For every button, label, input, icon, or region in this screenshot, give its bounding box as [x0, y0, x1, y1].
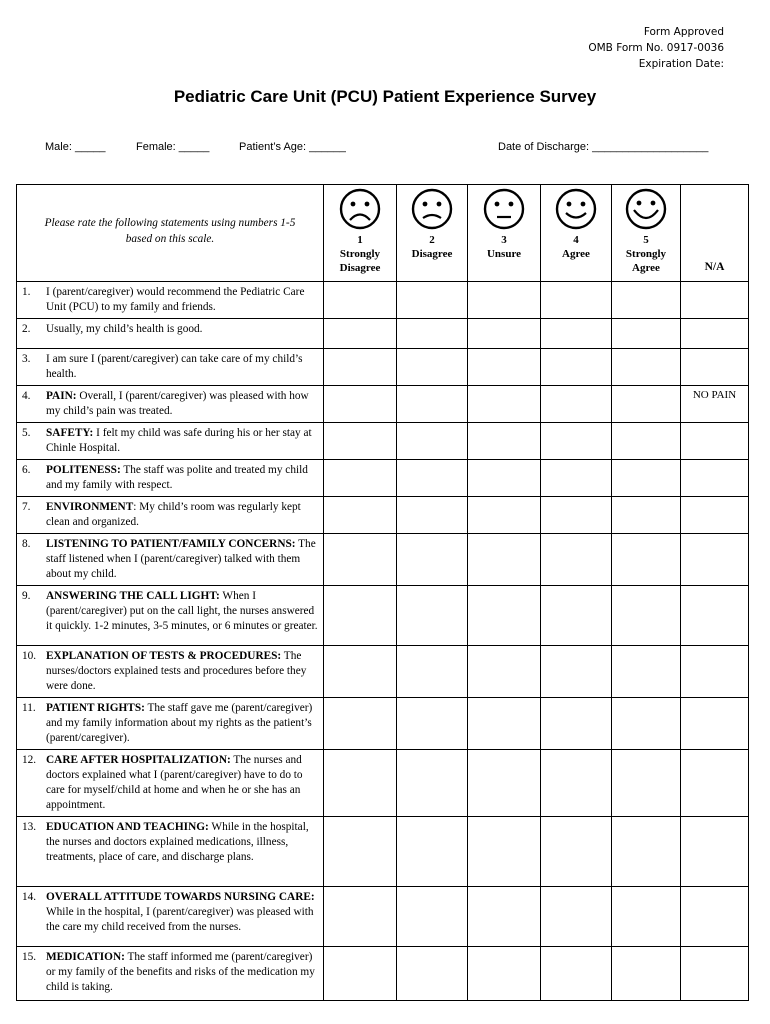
- statement-cell: [17, 319, 324, 349]
- statement-number: 11.: [22, 702, 36, 714]
- scale-4-number: 4: [573, 234, 579, 246]
- survey-table: [16, 184, 749, 1001]
- statement-cell: [17, 646, 324, 698]
- table-row: [17, 534, 749, 586]
- rating-3-cell[interactable]: [468, 497, 541, 534]
- table-row: [17, 460, 749, 497]
- rating-2-cell[interactable]: [397, 423, 468, 460]
- statement-text: The nurses/doctors explained tests and procedures before they were done.: [46, 650, 307, 692]
- statement-number: 9.: [22, 590, 31, 602]
- statement-number: 7.: [22, 501, 31, 513]
- omb-number-text: OMB Form No. 0917-0036: [588, 42, 724, 54]
- scale-2-header: [397, 185, 468, 282]
- statement-text: The staff listened when I (parent/caregiver) talked with them about my child.: [46, 538, 316, 580]
- rating-1-cell[interactable]: [324, 423, 397, 460]
- rating-2-cell[interactable]: [397, 586, 468, 646]
- table-row: [17, 947, 749, 1001]
- survey-body: [17, 282, 749, 1001]
- table-row: [17, 423, 749, 460]
- scale-5-label-line2: Agree: [632, 262, 660, 274]
- statement-number: 4.: [22, 390, 31, 402]
- na-cell[interactable]: [681, 887, 749, 947]
- rating-1-cell[interactable]: [324, 887, 397, 947]
- rating-2-cell[interactable]: [397, 349, 468, 386]
- na-cell[interactable]: [681, 750, 749, 817]
- table-row: [17, 750, 749, 817]
- rating-3-cell[interactable]: [468, 887, 541, 947]
- rating-4-cell[interactable]: [541, 646, 612, 698]
- rating-5-cell[interactable]: [612, 750, 681, 817]
- statement-cell: [17, 282, 324, 319]
- statement-text: : My child’s room was regularly kept clean and organized.: [46, 501, 301, 528]
- statement-text: The nurses and doctors explained what I (parent/caregiver) have to do to care for myself/child at home and when he or she has an appointment.: [46, 754, 303, 811]
- rating-3-cell[interactable]: [468, 947, 541, 1001]
- statement-cell: [17, 386, 324, 423]
- table-row: [17, 349, 749, 386]
- rating-3-cell[interactable]: [468, 698, 541, 750]
- table-row: [17, 386, 749, 423]
- rating-5-cell[interactable]: [612, 386, 681, 423]
- rating-3-cell[interactable]: [468, 750, 541, 817]
- sad-face-icon: [410, 188, 454, 230]
- statement-cell: [17, 497, 324, 534]
- scale-5-number: 5: [643, 234, 649, 246]
- rating-5-cell[interactable]: [612, 497, 681, 534]
- rating-2-cell[interactable]: [397, 887, 468, 947]
- na-cell[interactable]: NO PAIN: [681, 386, 749, 423]
- statement-cell: [17, 423, 324, 460]
- rating-2-cell[interactable]: [397, 460, 468, 497]
- rating-1-cell[interactable]: [324, 319, 397, 349]
- statement-cell: [17, 947, 324, 1001]
- male-field[interactable]: Male: _____: [45, 141, 106, 153]
- rating-1-cell[interactable]: [324, 750, 397, 817]
- rating-4-cell[interactable]: [541, 386, 612, 423]
- statement-cell: [17, 750, 324, 817]
- table-header-row: [17, 185, 749, 282]
- rating-2-cell[interactable]: [397, 646, 468, 698]
- rating-1-cell[interactable]: [324, 282, 397, 319]
- na-cell[interactable]: [681, 817, 749, 887]
- rating-4-cell[interactable]: [541, 750, 612, 817]
- scale-1-header: [324, 185, 397, 282]
- statement-heading: CARE AFTER HOSPITALIZATION:: [46, 754, 231, 766]
- rating-5-cell[interactable]: [612, 423, 681, 460]
- na-cell[interactable]: [681, 698, 749, 750]
- table-row: [17, 497, 749, 534]
- statement-heading: LISTENING TO PATIENT/FAMILY CONCERNS:: [46, 538, 296, 550]
- form-approved-text: Form Approved: [643, 26, 724, 38]
- rating-3-cell[interactable]: [468, 349, 541, 386]
- statement-cell: [17, 534, 324, 586]
- na-header: N/A: [681, 185, 749, 282]
- big-smile-face-icon: [624, 188, 668, 230]
- rating-1-cell[interactable]: [324, 386, 397, 423]
- statement-heading: ENVIRONMENT: [46, 501, 134, 513]
- statement-text: When I (parent/caregiver) put on the call light, the nurses answered it quickly. 1-2 minutes, 3-5 minutes, or 6 minutes or greater.: [46, 590, 318, 632]
- scale-4-label-line1: Agree: [562, 248, 590, 260]
- rating-5-cell[interactable]: [612, 817, 681, 887]
- rating-1-cell[interactable]: [324, 646, 397, 698]
- scale-5-header: [612, 185, 681, 282]
- rating-2-cell[interactable]: [397, 817, 468, 887]
- scale-2-label-line1: Disagree: [411, 248, 453, 260]
- statement-number: 15.: [22, 951, 37, 963]
- rating-3-cell[interactable]: [468, 586, 541, 646]
- statement-cell: [17, 460, 324, 497]
- rating-5-cell[interactable]: [612, 460, 681, 497]
- statement-heading: EDUCATION AND TEACHING:: [46, 821, 209, 833]
- table-row: [17, 887, 749, 947]
- rating-4-cell[interactable]: [541, 282, 612, 319]
- scale-3-number: 3: [501, 234, 507, 246]
- scale-1-label-line1: Strongly: [339, 248, 381, 260]
- na-cell[interactable]: [681, 534, 749, 586]
- rating-4-cell[interactable]: [541, 423, 612, 460]
- female-field[interactable]: Female: _____: [136, 141, 210, 153]
- rating-2-cell[interactable]: [397, 386, 468, 423]
- table-row: [17, 586, 749, 646]
- rating-4-cell[interactable]: [541, 947, 612, 1001]
- na-cell[interactable]: [681, 319, 749, 349]
- rating-3-cell[interactable]: [468, 646, 541, 698]
- scale-4-header: [541, 185, 612, 282]
- table-row: [17, 817, 749, 887]
- table-row: [17, 698, 749, 750]
- rating-4-cell[interactable]: [541, 586, 612, 646]
- rating-3-cell[interactable]: [468, 817, 541, 887]
- rating-2-cell[interactable]: [397, 497, 468, 534]
- rating-2-cell[interactable]: [397, 534, 468, 586]
- rating-3-cell[interactable]: [468, 282, 541, 319]
- rating-1-cell[interactable]: [324, 497, 397, 534]
- survey-title: Pediatric Care Unit (PCU) Patient Experience Survey: [173, 87, 597, 106]
- rating-5-cell[interactable]: [612, 586, 681, 646]
- statement-number: 14.: [22, 891, 37, 903]
- statement-text: While in the hospital, the nurses and doctors explained medications, illness, treatments, place of care, and discharge plans.: [46, 821, 309, 863]
- statement-number: 3.: [22, 353, 31, 365]
- statement-heading: PAIN:: [46, 390, 77, 402]
- form-approval-block: [588, 24, 724, 72]
- statement-number: 10.: [22, 650, 37, 662]
- rating-1-cell[interactable]: [324, 947, 397, 1001]
- rating-5-cell[interactable]: [612, 534, 681, 586]
- neutral-face-icon: [482, 188, 526, 230]
- rating-2-cell[interactable]: [397, 750, 468, 817]
- rating-5-cell[interactable]: [612, 947, 681, 1001]
- rating-4-cell[interactable]: [541, 460, 612, 497]
- rating-5-cell[interactable]: [612, 698, 681, 750]
- rating-3-cell[interactable]: [468, 423, 541, 460]
- date-of-discharge-field[interactable]: Date of Discharge: ___________________: [498, 141, 709, 153]
- scale-1-number: 1: [357, 234, 363, 246]
- statement-text: I am sure I (parent/caregiver) can take care of my child’s health.: [46, 353, 303, 380]
- statement-heading: EXPLANATION OF TESTS & PROCEDURES:: [46, 650, 282, 662]
- rating-5-cell[interactable]: [612, 349, 681, 386]
- scale-1-label-line2: Disagree: [339, 262, 381, 274]
- table-row: [17, 282, 749, 319]
- statement-text: The staff gave me (parent/caregiver) and my family information about my rights as the patient’s (parent/caregiver).: [46, 702, 313, 744]
- na-cell[interactable]: [681, 947, 749, 1001]
- statement-cell: [17, 817, 324, 887]
- statement-text: I felt my child was safe during his or her stay at Chinle Hospital.: [46, 427, 312, 454]
- statement-number: 2.: [22, 323, 31, 335]
- scale-3-label-line1: Unsure: [486, 248, 522, 260]
- rating-3-cell[interactable]: [468, 460, 541, 497]
- statement-heading: POLITENESS:: [46, 464, 121, 476]
- statement-number: 13.: [22, 821, 37, 833]
- statement-heading: ANSWERING THE CALL LIGHT:: [46, 590, 220, 602]
- rating-4-cell[interactable]: [541, 887, 612, 947]
- rating-4-cell[interactable]: [541, 319, 612, 349]
- rating-4-cell[interactable]: [541, 349, 612, 386]
- rating-2-cell[interactable]: [397, 282, 468, 319]
- na-cell[interactable]: [681, 282, 749, 319]
- smile-face-icon: [554, 188, 598, 230]
- statement-cell: [17, 887, 324, 947]
- statement-heading: SAFETY:: [46, 427, 94, 439]
- rating-3-cell[interactable]: [468, 319, 541, 349]
- na-cell[interactable]: [681, 349, 749, 386]
- rating-5-cell[interactable]: [612, 282, 681, 319]
- rating-2-cell[interactable]: [397, 698, 468, 750]
- rating-5-cell[interactable]: [612, 319, 681, 349]
- statement-cell: [17, 698, 324, 750]
- na-cell[interactable]: [681, 460, 749, 497]
- statement-number: 5.: [22, 427, 31, 439]
- rating-1-cell[interactable]: [324, 460, 397, 497]
- rating-3-cell[interactable]: [468, 534, 541, 586]
- statement-text: I (parent/caregiver) would recommend the Pediatric Care Unit (PCU) to my family and friends.: [46, 286, 305, 313]
- expiration-date-text: Expiration Date:: [638, 58, 724, 70]
- scale-2-number: 2: [429, 234, 435, 246]
- statement-text: The staff informed me (parent/caregiver) or my family of the benefits and risks of the medication my child is taking.: [46, 951, 315, 993]
- patient-age-field[interactable]: Patient’s Age: ______: [239, 141, 346, 153]
- statement-text: While in the hospital, I (parent/caregiver) was pleased with the care my child received from the nurses.: [46, 906, 314, 933]
- rating-2-cell[interactable]: [397, 947, 468, 1001]
- statement-heading: MEDICATION:: [46, 951, 125, 963]
- rating-5-cell[interactable]: [612, 646, 681, 698]
- scale-5-label-line1: Strongly: [625, 248, 667, 260]
- statement-cell: [17, 349, 324, 386]
- rating-1-cell[interactable]: [324, 817, 397, 887]
- statement-number: 6.: [22, 464, 31, 476]
- rating-4-cell[interactable]: [541, 817, 612, 887]
- scale-3-header: [468, 185, 541, 282]
- na-cell[interactable]: [681, 646, 749, 698]
- rating-4-cell[interactable]: [541, 497, 612, 534]
- rating-1-cell[interactable]: [324, 534, 397, 586]
- statement-heading: OVERALL ATTITUDE TOWARDS NURSING CARE:: [46, 891, 315, 903]
- rating-4-cell[interactable]: [541, 534, 612, 586]
- na-cell[interactable]: [681, 423, 749, 460]
- rating-3-cell[interactable]: [468, 386, 541, 423]
- statement-number: 8.: [22, 538, 31, 550]
- na-cell[interactable]: [681, 586, 749, 646]
- rating-5-cell[interactable]: [612, 887, 681, 947]
- rating-1-cell[interactable]: [324, 349, 397, 386]
- statement-text: The staff was polite and treated my child and my family with respect.: [46, 464, 308, 491]
- statement-cell: [17, 586, 324, 646]
- statement-number: 12.: [22, 754, 37, 766]
- table-row: [17, 646, 749, 698]
- rating-1-cell[interactable]: [324, 586, 397, 646]
- na-cell[interactable]: [681, 497, 749, 534]
- rating-2-cell[interactable]: [397, 319, 468, 349]
- instruction-cell: Please rate the following statements using numbers 1-5 based on this scale.: [17, 185, 324, 282]
- rating-1-cell[interactable]: [324, 698, 397, 750]
- statement-text: Overall, I (parent/caregiver) was pleased with how my child’s pain was treated.: [46, 390, 309, 417]
- very-sad-face-icon: [338, 188, 382, 230]
- table-row: [17, 319, 749, 349]
- rating-4-cell[interactable]: [541, 698, 612, 750]
- statement-heading: PATIENT RIGHTS:: [46, 702, 145, 714]
- statement-text: Usually, my child’s health is good.: [46, 323, 203, 335]
- statement-number: 1.: [22, 286, 31, 298]
